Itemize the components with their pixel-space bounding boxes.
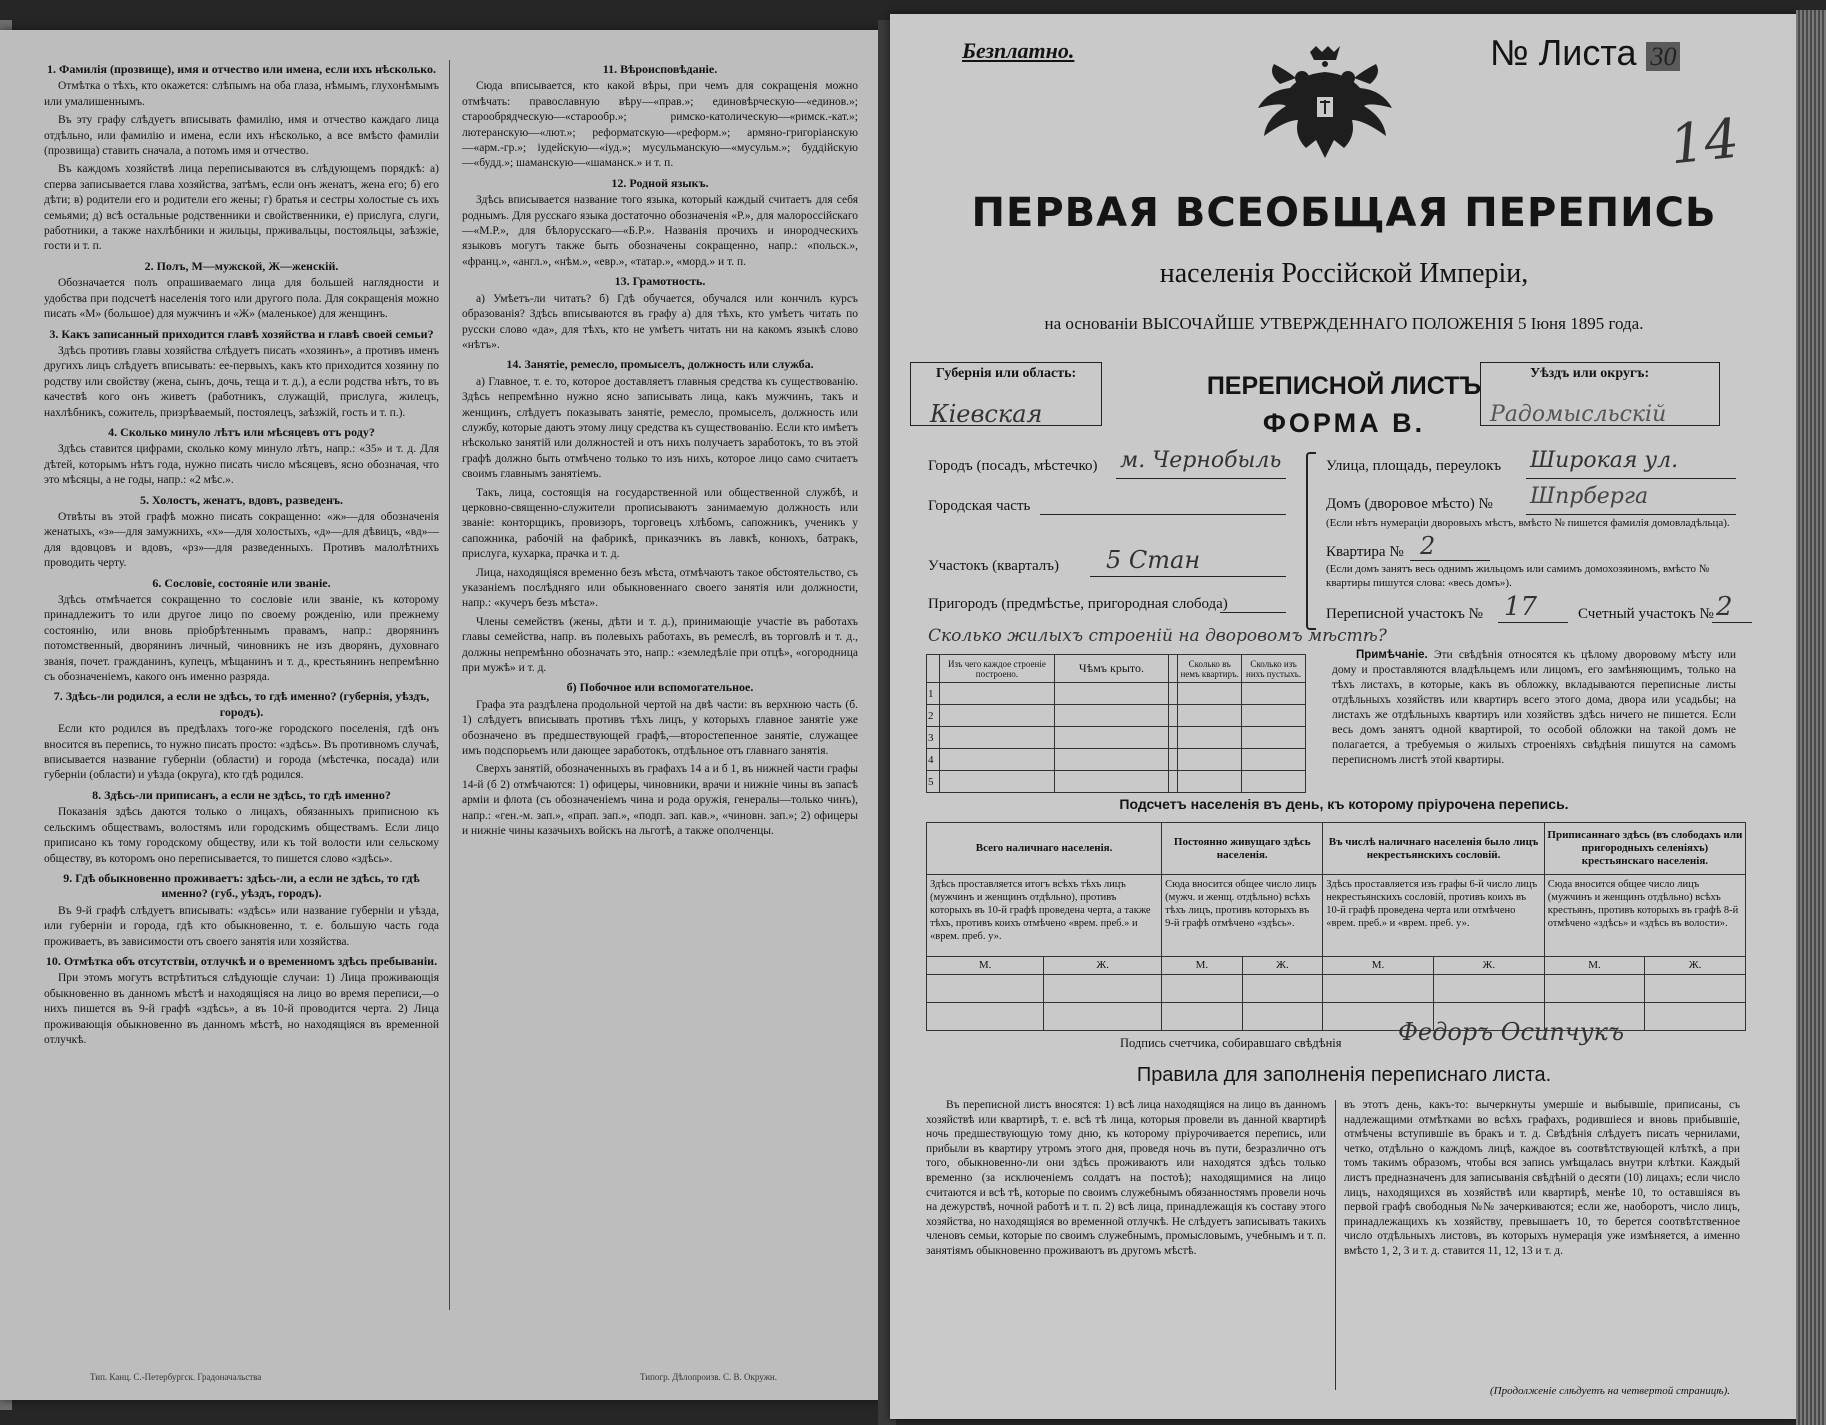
count-heading: Подсчетъ населенія въ день, къ которому пріурочена перепись. xyxy=(1119,796,1569,812)
instructions-column-2 xyxy=(462,58,858,843)
province-label: Губернія или область: xyxy=(936,366,1077,381)
instruction-heading: б) Побочное или вспомогательное. xyxy=(566,680,754,695)
instruction-paragraph: Здѣсь противъ главы хозяйства слѣдуетъ писать «хозяинъ», а противъ именъ другихъ лицъ слѣдуетъ вписывать: ее-первыхъ, какъ кто приходится хозяину по родству или свойству (жена, сынъ, дочь, теща и т. д.), а если родства нѣтъ, то въ качествѣ кого онъ живетъ (работникъ, служащій, прислуга, жилецъ, нахлѣбникъ, сожитель, призрѣваемый, постоялецъ, заѣзжій, гость и т. п.). xyxy=(44,344,439,419)
city-value: м. Чернобыль xyxy=(1120,448,1282,473)
rules-text-left: Въ переписной листъ вносятся: 1) всѣ лица находящіяся на лицо въ данномъ хозяйствѣ или квартирѣ, т. е. всѣ тѣ лица, которыя провели въ данной квартирѣ ночь предшествующую тому дню, къ которому пріурочивается перепись, или прибыли въ квартиру утромъ этого дня, проведя ночь въ пути, безразлично отъ того, обыкновенно-ли они здѣсь проживаютъ или находятся здѣсь только временно (за исключеніемъ солдатъ на постоѣ); находящимися на лицо считаются и всѣ тѣ, которые по своимъ служебнымъ обязанностямъ провели ночь на дежурствѣ, ночной работѣ и т. п. 2) всѣ лица, принадлежащія къ составу этого хозяйства, но находящіяся во временной отлучкѣ. Не слѣдуетъ записывать такихъ членовъ семьи, которые по своимъ служебнымъ, промысловымъ, учебнымъ и т. п. занятіямъ обыкновенно проживаютъ въ другомъ мѣстѣ. xyxy=(926,1099,1326,1257)
instruction-paragraph: Здѣсь отмѣчается сокращенно то сословіе или званіе, къ которому принадлежитъ то или другое лицо по своему рожденію, или прежнему состоянію, или вновь пріобрѣтеннымъ правамъ, напр.: дворянинъ потомственный, дворянинъ личный, чиновникъ не изъ дворянъ, духовнаго званія, почет. гражданинъ, купецъ, мѣщанинъ и т. д., крестьянинъ непремѣнно съ обозначеніемъ, какого онъ именно разряда. xyxy=(44,594,439,684)
sheet-number-value: 30 xyxy=(1646,42,1680,71)
house-value: Шпрберга xyxy=(1530,484,1649,509)
buildings-row-num: 1 xyxy=(927,683,940,705)
male-header: М. xyxy=(927,957,1044,975)
note-label: Примѣчаніе. xyxy=(1356,649,1428,661)
buildings-col-material: Изъ чего каждое строеніе построено. xyxy=(940,655,1055,683)
instruction-paragraph: Отмѣтка о тѣхъ, кто окажется: слѣпымъ на оба глаза, нѣмымъ, глухонѣмымъ или умалишеннымъ. xyxy=(44,80,439,108)
rules-title: Правила для заполненія переписнаго листа. xyxy=(1136,1064,1552,1086)
street-label: Улица, площадь, переулокъ xyxy=(1326,458,1502,474)
buildings-row-num: 5 xyxy=(927,771,940,793)
counting-area-label: Счетный участокъ № xyxy=(1578,606,1714,622)
count-desc-registered-peasant: Сюда вносится общее число лицъ (мужчинъ и женщинъ отдѣльно) всѣхъ крестьянъ, противъ которыхъ въ графѣ 8-й отмѣчено «здѣсь» и «здѣсь въ волости». xyxy=(1544,875,1745,957)
buildings-col-apartments: Сколько въ немъ квартиръ. xyxy=(1178,655,1242,683)
instruction-paragraph: Отвѣты въ этой графѣ можно писать сокращенно: «ж»—для обозначенія женатыхъ, «з»—для замужнихъ, «х»—для холостыхъ, «д»—для дѣвицъ, «вд»—для вдовцовъ и вдовъ, «рз»—для разведенныхъ. Противъ малолѣтнихъ проводить черту. xyxy=(44,510,439,570)
imperial-eagle-emblem xyxy=(1250,44,1400,164)
instruction-paragraph: Въ эту графу слѣдуетъ вписывать фамилію, имя и отчество каждаго лица отдѣльно, или фамилію и имена, если ихъ нѣсколько, а все вмѣсто фамиліи (прозвища) ставить сначала, а потомъ имя и отчество. xyxy=(44,114,439,158)
sheet-number-label: № Листа xyxy=(1490,32,1637,73)
instruction-paragraph: При этомъ могутъ встрѣтиться слѣдующіе случаи: 1) Лица проживающія обыкновенно въ данномъ мѣстѣ и находящіяся на лицо во время переписи,—о нихъ пишется въ 9-й графѣ «здѣсь», а въ 10-й проводится черта. 2) Лица проживающія обыкновенно въ данномъ мѣстѣ, но находящіяся въ временной отлучкѣ. xyxy=(44,972,439,1046)
instruction-paragraph: Такъ, лица, состоящія на государственной или общественной службѣ, и церковно-священно-служители прописываютъ занимаемую должность или званіе: конторщикъ, провизоръ, торговецъ хлѣбомъ, сапожникъ, ученикъ у сапожника, рабочій на фабрикѣ, приказчикъ въ лавкѣ, конюхъ, батракъ, прислуга, кухарка, прачка и т. д. xyxy=(462,486,858,561)
census-title: ПЕРВАЯ ВСЕОБЩАЯ ПЕРЕПИСЬ xyxy=(971,190,1717,236)
instruction-heading: 13. Грамотность. xyxy=(614,274,706,289)
buildings-col-empty: Сколько изъ нихъ пустыхъ. xyxy=(1242,655,1306,683)
instruction-paragraph: Если кто родился въ предѣлахъ того-же городского поселенія, гдѣ онъ вносится въ перепись, то нужно писать просто: «здѣсь». Въ противномъ случаѣ, вписывается название губерніи (области) и города (мѣстечка, посада) или губерніи (области) и уѣзда (округа), кто гдѣ родился. xyxy=(44,723,439,782)
instruction-paragraph: Показанія здѣсь даются только о лицахъ, обязанныхъ приписною къ сельскимъ обществамъ, волостямъ или городскимъ обществамъ. Если лицо приписано къ тому городскому обществу, или къ той волости или сельскому обществу, въ которомъ оно переписывается, то пишется слово «здѣсь». xyxy=(44,806,439,865)
count-desc-permanent: Сюда вносится общее число лицъ (мужч. и женщ. отдѣльно) всѣхъ тѣхъ лицъ, противъ которыхъ въ 9-й графѣ отмѣчено «здѣсь». xyxy=(1162,875,1323,957)
buildings-question: Сколько жилыхъ строеній на дворовомъ мѣстѣ? xyxy=(928,626,1387,646)
apartment-value: 2 xyxy=(1420,532,1436,560)
instruction-paragraph: Сюда вписывается, кто какой вѣры, при чемъ для сокращенія можно отмѣчать: православную вѣру—«прав.»; единовѣрческую—«единов.»; старообрядческую—«старообр.»; римско-католическую—«римск.-кат.»; лютеранскую—«лют.»; реформатскую—«реформ.»; армяно-григоріанскую—«арм.-гр.»; іудейскую—«іуд.»; мусульманскую—«мусульм.»; буддійскую—«будд.»; шаманскую—«шаманск.» и т. п. xyxy=(462,80,858,170)
instruction-heading: 2. Полъ, М—мужской, Ж—женскій. xyxy=(144,258,339,273)
street-value: Широкая ул. xyxy=(1530,448,1679,473)
instruction-paragraph: Обозначается полъ опрашиваемаго лица для большей наглядности и удобства при подсчетѣ населенія того или другого пола. Для сокращенія можно писать «М» (большое) для мужчинъ и «Ж» (маленькое) для женщинъ. xyxy=(44,277,439,321)
population-count-table xyxy=(926,822,1746,1031)
female-header: Ж. xyxy=(1044,957,1162,975)
legal-basis: на основаніи ВЫСОЧАЙШЕ УТВЕРЖДЕННАГО ПОЛОЖЕНІЯ 5 Іюня 1895 года. xyxy=(1044,314,1644,333)
instruction-paragraph: Здѣсь ставится цифрами, сколько кому минуло лѣтъ, напр.: «35» и т. д. Для дѣтей, которымъ нѣтъ года, нужно писать число мѣсяцевъ, ясно обозначая, что это мѣсяцы, а не годы, напр.: «2 мѣс.». xyxy=(44,443,439,487)
city-label: Городъ (посадъ, мѣстечко) xyxy=(928,458,1098,474)
instruction-heading: 12. Родной языкъ. xyxy=(611,175,709,190)
female-header: Ж. xyxy=(1645,957,1746,975)
free-label: Безплатно. xyxy=(962,38,1075,63)
district-label: Уѣздъ или округъ: xyxy=(1530,366,1650,381)
instruction-heading: 7. Здѣсь-ли родился, а если не здѣсь, то гдѣ именно? (губернія, уѣздъ, городъ). xyxy=(53,689,430,719)
continued-note: (Продолженіе слѣдуетъ на четвертой страницѣ). xyxy=(1490,1385,1730,1397)
instruction-heading: 4. Сколько минуло лѣтъ или мѣсяцевъ отъ роду? xyxy=(108,424,375,439)
apartment-note: (Если домъ занятъ весь однимъ жильцомъ или самимъ домохозяиномъ, вмѣсто № квартиры пишутся слова: «весь домъ»). xyxy=(1326,563,1710,589)
instruction-heading: 10. Отмѣтка объ отсутствіи, отлучкѣ и о временномъ здѣсь пребываніи. xyxy=(45,953,438,968)
form-title: ПЕРЕПИСНОЙ ЛИСТЪ xyxy=(1206,372,1482,400)
printer-footer-right: Типогр. Дѣлопроизв. С. В. Окружн. xyxy=(640,1372,777,1382)
buildings-row-num: 3 xyxy=(927,727,940,749)
count-col-permanent: Постоянно живущаго здѣсь населенія. xyxy=(1162,823,1323,875)
female-header: Ж. xyxy=(1433,957,1544,975)
female-header: Ж. xyxy=(1242,957,1323,975)
instruction-heading: 1. Фамилія (прозвище), имя и отчество или имена, если ихъ нѣсколько. xyxy=(47,62,436,76)
printer-footer-left: Тип. Канц. С.-Петербургск. Градоначальства xyxy=(90,1372,262,1382)
suburb-label: Пригородъ (предмѣстье, пригородная слобода) xyxy=(928,596,1228,612)
census-subtitle: населенія Россійской Имперіи, xyxy=(1159,258,1529,289)
apartment-label: Квартира № xyxy=(1326,544,1404,560)
counting-area-value: 2 xyxy=(1716,592,1733,622)
buildings-table xyxy=(926,654,1306,793)
instruction-paragraph: а) Главное, т. е. то, которое доставляетъ главныя средства къ существованію. Здѣсь непремѣнно нужно ясно записывать лица, какъ мужчинъ, такъ и женщинъ, слѣдуетъ показывать занятіе, ремесло, промыселъ, должность или службу, которые даютъ этому лицу средства къ существованію. Если кто имѣетъ нѣсколько занятій или должностей и отъ нихъ получаетъ заработокъ, то въ этой графѣ должно быть отмѣчено только то изъ нихъ, которое лицо само считаетъ своимъ главнымъ занятіемъ. xyxy=(462,375,858,481)
house-label: Домъ (дворовое мѣсто) № xyxy=(1326,496,1493,512)
instruction-paragraph: Въ каждомъ хозяйствѣ лица переписываются въ слѣдующемъ порядкѣ: а) сперва записывается глава хозяйства, затѣмъ, если онъ женатъ, жена его; б) его дѣти; в) родители его и родители его жены; г) братья и сестры холостые съ ихъ семьями; д) всѣ остальные родственники и свойственники, е) прислуга, слуги, работники, а также нахлѣбники и жильцы, прживальцы, постояльцы, заѣзжіе, гости и т. п. xyxy=(44,163,439,253)
instruction-heading: 9. Гдѣ обыкновенно проживаетъ: здѣсь-ли, а если не здѣсь, то гдѣ именно? (губ., уѣздъ, городъ). xyxy=(63,870,420,901)
count-col-present: Всего наличнаго населенія. xyxy=(927,823,1162,875)
buildings-row-num: 2 xyxy=(927,705,940,727)
instruction-paragraph: Графа эта раздѣлена продольной чертой на двѣ части: въ верхнюю часть (б. 1) слѣдуетъ вписывать противъ тѣхъ лицъ, у которыхъ главное занятіе уже обозначено въ предшествующей графѣ,—второстепенное занятіе, служащее имъ подспорьемъ или дающее заработокъ, отдѣльное отъ главнаго занятія. xyxy=(462,698,858,758)
count-desc-non-peasant: Здѣсь проставляется изъ графы 6-й число лицъ некрестьянскихъ сословій, противъ коихъ въ 10-й графѣ проведена черта или отмѣчено «врем. преб.» и «врем. преб. у». xyxy=(1323,875,1545,957)
instruction-paragraph: Здѣсь вписывается название того языка, который каждый считаетъ для себя роднымъ. Для русскаго языка достаточно обозначенія «Р.», для малороссійскаго—«М.Р.», для бѣлорусскаго—«Б.Р.». Названія прочихъ и инородческихъ языковъ могутъ также быть обозначены сокращенно, напр.: «польск.», «франц.», «англ.», «нѣм.», «евр.», «татар.», «морд.» и т. п. xyxy=(462,194,858,268)
form-variant: ФОРМА В. xyxy=(1262,408,1426,438)
instruction-heading: 6. Сословіе, состояніе или званіе. xyxy=(152,575,331,590)
sheet-number xyxy=(1490,32,1680,74)
precinct-label: Участокъ (кварталъ) xyxy=(928,558,1060,574)
census-form-page xyxy=(890,14,1798,1419)
rules-text-right: въ этотъ день, какъ-то: вычеркнуты умершіе и выбывшіе, приписаны, съ надлежащими отмѣтками во всѣхъ графахъ, родившіеся и вновь прибывшіе, отмѣчены вступившіе въ бракъ и т. д. Свѣдѣнія слѣдуетъ писать чернилами, четко, отдѣльно о каждомъ лицѣ, каждое въ соотвѣтствующей клѣткѣ, а при томъ такимъ образомъ, чтобы вся запись умѣщалась внутри клѣтки. Каждый листъ предназначенъ для записыванія свѣдѣній о десяти (10) лицахъ; если число лицъ, находящихся въ хозяйствѣ или квартирѣ, менѣе 10, то оставшіяся въ первой графѣ свободныя №№ зачеркиваются; если же, наоборотъ, число лицъ, принадлежащихъ къ хозяйству, превышаетъ 10, то берется соотвѣтственное число отдѣльныхъ листовъ, въ которыхъ нумерація уже измѣняется, а именно вмѣсто 1, 2, 3 и т. д. ставится 11, 12, 13 и т. д. xyxy=(1344,1099,1740,1257)
right-book-edge xyxy=(1796,10,1826,1425)
buildings-col-roof: Чѣмъ крыто. xyxy=(1054,655,1169,683)
handwritten-page-number: 14 xyxy=(1666,106,1742,177)
buildings-note xyxy=(1332,648,1736,768)
instruction-paragraph: Сверхъ занятій, обозначенныхъ въ графахъ 14 а и б 1, въ нижней части графы 14-й (б 2) отмѣчаются: 1) офицеры, чиновники, врачи и нижніе чины въ запасѣ арміи и флота (съ обозначеніемъ чина и рода оружія, генералы—только чинъ), напр.: «ген.-м. зап.», «прап. зап.», «подп. зап. кав.», «чиновн. зап.»; 2) офицеры и нижніе чины казачьихъ войскъ на льготѣ, а также ополченцы. xyxy=(462,763,858,838)
count-col-registered-peasant: Приписаннаго здѣсь (въ слободахъ или пригородныхъ селеніяхъ) крестьянскаго населенія. xyxy=(1544,823,1745,875)
left-page xyxy=(0,30,880,1400)
census-area-value: 17 xyxy=(1504,592,1538,622)
district-value: Радомысльскій xyxy=(1490,402,1667,427)
instruction-heading: 8. Здѣсь-ли приписанъ, а если не здѣсь, то гдѣ именно? xyxy=(92,787,391,802)
instruction-heading: 11. Вѣроисповѣданіе. xyxy=(602,62,718,76)
enumerator-signature: Федоръ Осипчукъ xyxy=(1398,1018,1624,1046)
signature-label: Подпись счетчика, собиравшаго свѣдѣнія xyxy=(1120,1036,1342,1050)
house-note: (Если нѣтъ нумераціи дворовыхъ мѣстъ, вмѣсто № пишется фамилія домовладѣльца). xyxy=(1326,517,1730,529)
census-area-label: Переписной участокъ № xyxy=(1326,606,1483,622)
province-value: Кіевская xyxy=(930,400,1043,428)
instruction-heading: 3. Какъ записанный приходится главѣ хозяйства и главѣ своей семьи? xyxy=(49,326,434,341)
instructions-column-1 xyxy=(44,58,439,1051)
instruction-paragraph: Въ 9-й графѣ слѣдуетъ вписывать: «здѣсь» или название губерніи и уѣзда, или губерніи и города, гдѣ кто обыкновенно, т. е. большую часть года проживаетъ, въ зависимости отъ своего занятія или хозяйства. xyxy=(44,904,439,948)
count-desc-present: Здѣсь проставляется итогъ всѣхъ тѣхъ лицъ (мужчинъ и женщинъ отдѣльно), противъ которыхъ въ 10-й графѣ проведена черта, а также тѣхъ, противъ коихъ отмѣчено «врем. преб.» и «врем. преб. у». xyxy=(927,875,1162,957)
instruction-heading: 14. Занятіе, ремесло, промыселъ, должность или служба. xyxy=(506,357,814,372)
precinct-value: 5 Стан xyxy=(1106,546,1201,574)
male-header: М. xyxy=(1323,957,1433,975)
instruction-paragraph: а) Умѣетъ-ли читать? б) Гдѣ обучается, обучался или кончилъ курсъ образованія? Здѣсь вписываются въ графу а) для тѣхъ, кто умѣетъ читать по русски слово «да», для тѣхъ, кто не умѣетъ читать ни на какомъ языкѣ слово «нѣтъ». xyxy=(462,292,858,351)
column-divider xyxy=(449,60,450,1310)
note-text: Эти свѣдѣнія относятся къ цѣлому дворовому мѣсту или дому и проставляются владѣльцемъ или лицомъ, его замѣняющимъ, только на тѣхъ листахъ, в которые, какъ въ обложку, вкладываются переписные листы отдѣльныхъ хозяйствъ или квартиръ всего этого дома, двора или усадьбы; на листахъ же отдѣльныхъ квартиръ или хозяйствъ здѣсь ничего не пишется. Если весь домъ занятъ одной квартирой, то особой обложки на такой домъ не полагается, а требуемыя о жилыхъ строеніяхъ свѣдѣнія пишутся на самомъ переписномъ листѣ этой квартиры. xyxy=(1332,649,1736,766)
buildings-row-num: 4 xyxy=(927,749,940,771)
male-header: М. xyxy=(1162,957,1242,975)
instruction-paragraph: Лица, находящіяся временно безъ мѣста, отмѣчаютъ такое обстоятельство, съ указаніемъ послѣдняго или обыкновеннаго своего занятія или должности, напр.: «кучеръ безъ мѣста». xyxy=(462,566,858,610)
instruction-heading: 5. Холостъ, женатъ, вдовъ, разведенъ. xyxy=(139,492,344,507)
male-header: М. xyxy=(1544,957,1644,975)
count-col-non-peasant: Въ числѣ наличнаго населенія было лицъ некрестьянскихъ сословій. xyxy=(1323,823,1545,875)
city-part-label: Городская часть xyxy=(928,498,1031,514)
instruction-paragraph: Члены семействъ (жены, дѣти и т. д.), принимающіе участіе въ работахъ главы семейства, напр. въ полевыхъ работахъ, въ ремеслѣ, въ торговлѣ и т. д., должны непремѣнно обозначать это, напр.: «земледѣліе при отцѣ», «огородница при мужѣ» и т. д. xyxy=(462,615,858,675)
